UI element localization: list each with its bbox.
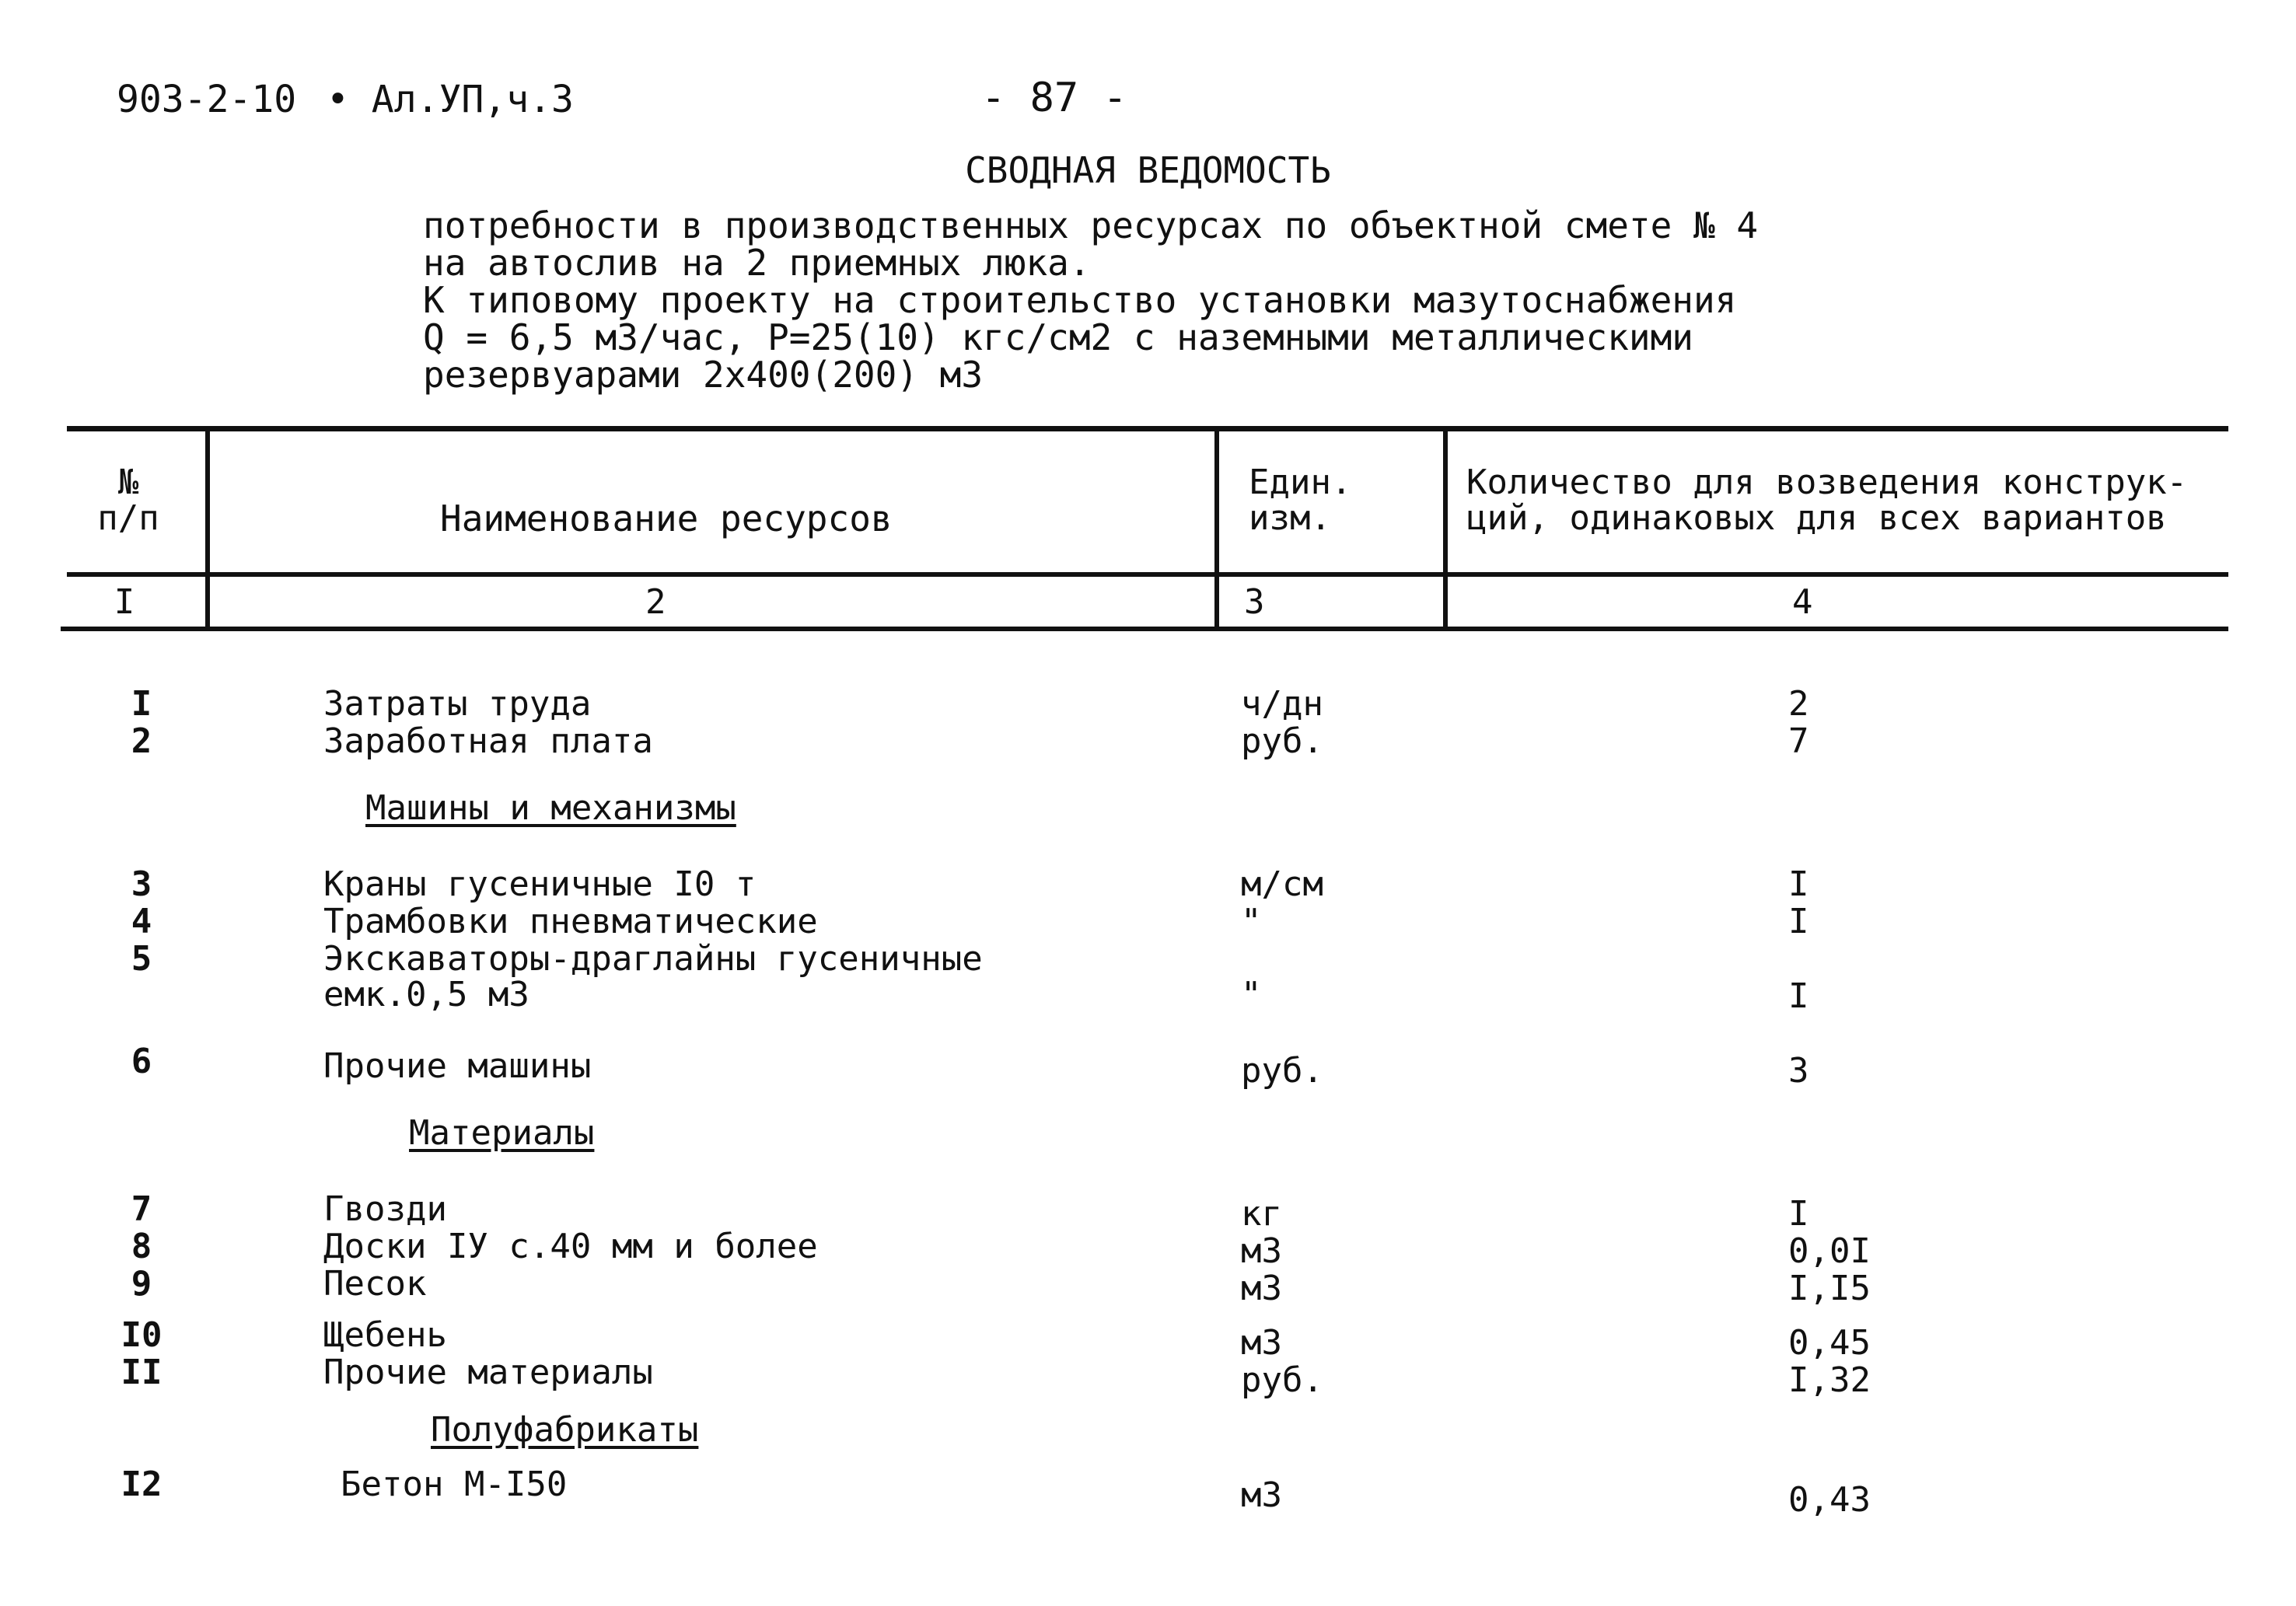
resource-name: Гвозди [323, 1189, 447, 1229]
resource-unit: м/см [1241, 864, 1323, 904]
row-number: 5 [131, 939, 152, 979]
header-bottom-rule [67, 572, 2228, 577]
resource-name: Экскаваторы-драглайны гусеничные [323, 939, 983, 979]
resource-unit: кг [1241, 1194, 1282, 1234]
resource-unit: руб. [1241, 1360, 1323, 1400]
resource-unit: м3 [1241, 1231, 1282, 1271]
resource-quantity: 3 [1788, 1051, 1809, 1091]
section-heading-materials: Материалы [409, 1113, 595, 1153]
column-divider-2 [1214, 429, 1219, 630]
resource-quantity: 0,45 [1788, 1323, 1871, 1363]
intro-line: на автослив на 2 приемных люка. [423, 242, 1091, 284]
album-reference: • Ал.УП,ч.3 [327, 78, 574, 121]
document-title: СВОДНАЯ ВЕДОМОСТЬ [965, 149, 1331, 191]
resource-name: Бетон М-I50 [341, 1465, 568, 1504]
row-number: II [121, 1353, 163, 1392]
column-divider-1 [205, 429, 210, 630]
section-heading-semi-finished: Полуфабрикаты [431, 1410, 699, 1450]
resource-unit: м3 [1241, 1269, 1282, 1308]
intro-paragraph [423, 204, 1759, 396]
row-number: 2 [131, 721, 152, 761]
resource-name: Доски IУ с.40 мм и более [323, 1227, 818, 1266]
column-numbers-rule [61, 627, 2228, 631]
row-number: I [131, 684, 152, 724]
resource-name: Заработная плата [323, 721, 653, 761]
resource-name: Краны гусеничные I0 т [323, 864, 757, 904]
resource-quantity: I,I5 [1788, 1269, 1871, 1308]
header-name: Наименование ресурсов [440, 498, 893, 539]
column-number: 3 [1244, 582, 1265, 622]
resource-name-continued: емк.0,5 м3 [323, 975, 529, 1014]
resource-name: Затраты труда [323, 684, 592, 724]
resource-quantity: 0,0I [1788, 1231, 1871, 1271]
resource-quantity: 7 [1788, 721, 1809, 761]
resource-unit: ч/дн [1241, 684, 1323, 724]
resource-name: Прочие материалы [323, 1353, 653, 1392]
resource-quantity: 0,43 [1788, 1480, 1871, 1520]
document-code: 903-2-10 [117, 78, 297, 121]
row-number: 4 [131, 902, 152, 941]
resource-name: Прочие машины [323, 1046, 592, 1086]
resource-name: Щебень [323, 1315, 447, 1355]
row-number: 9 [131, 1264, 152, 1304]
header-num: № п/п [97, 463, 159, 538]
resource-quantity: I [1788, 976, 1809, 1016]
column-number: 4 [1792, 582, 1813, 622]
row-number: 7 [131, 1189, 152, 1229]
header-unit: Един. изм. [1249, 463, 1352, 538]
row-number: 8 [131, 1227, 152, 1266]
section-heading-machines: Машины и механизмы [365, 788, 736, 828]
table-top-rule [67, 426, 2228, 431]
row-number: I2 [121, 1465, 163, 1504]
resource-unit: " [1241, 902, 1262, 941]
resource-quantity: I [1788, 902, 1809, 941]
resource-unit: руб. [1241, 1051, 1323, 1091]
row-number: 3 [131, 864, 152, 904]
column-divider-3 [1443, 429, 1448, 630]
intro-line: потребности в производственных ресурсах по объектной смете № 4 [423, 204, 1759, 246]
resource-unit: " [1241, 975, 1262, 1014]
column-number: I [114, 582, 135, 622]
resource-quantity: I,32 [1788, 1360, 1871, 1400]
intro-line: К типовому проекту на строительство установки мазутоснабжения [423, 279, 1737, 321]
row-number: 6 [131, 1042, 152, 1081]
page-number: - 87 - [981, 75, 1127, 121]
resource-unit: м3 [1241, 1475, 1282, 1515]
resource-quantity: 2 [1788, 684, 1809, 724]
resource-name: Песок [323, 1264, 427, 1304]
intro-line: резервуарами 2х400(200) м3 [423, 354, 984, 396]
resource-quantity: I [1788, 1194, 1809, 1234]
resource-name: Трамбовки пневматические [323, 902, 818, 941]
column-number: 2 [645, 582, 666, 622]
resource-unit: м3 [1241, 1323, 1282, 1363]
header-quantity: Количество для возведения конструк- ций, одинаковых для всех вариантов [1466, 463, 2188, 538]
resource-quantity: I [1788, 864, 1809, 904]
resource-unit: руб. [1241, 721, 1323, 761]
intro-line: Q = 6,5 м3/час, Р=25(10) кгс/см2 с наземными металлическими [423, 316, 1693, 358]
row-number: I0 [121, 1315, 163, 1355]
